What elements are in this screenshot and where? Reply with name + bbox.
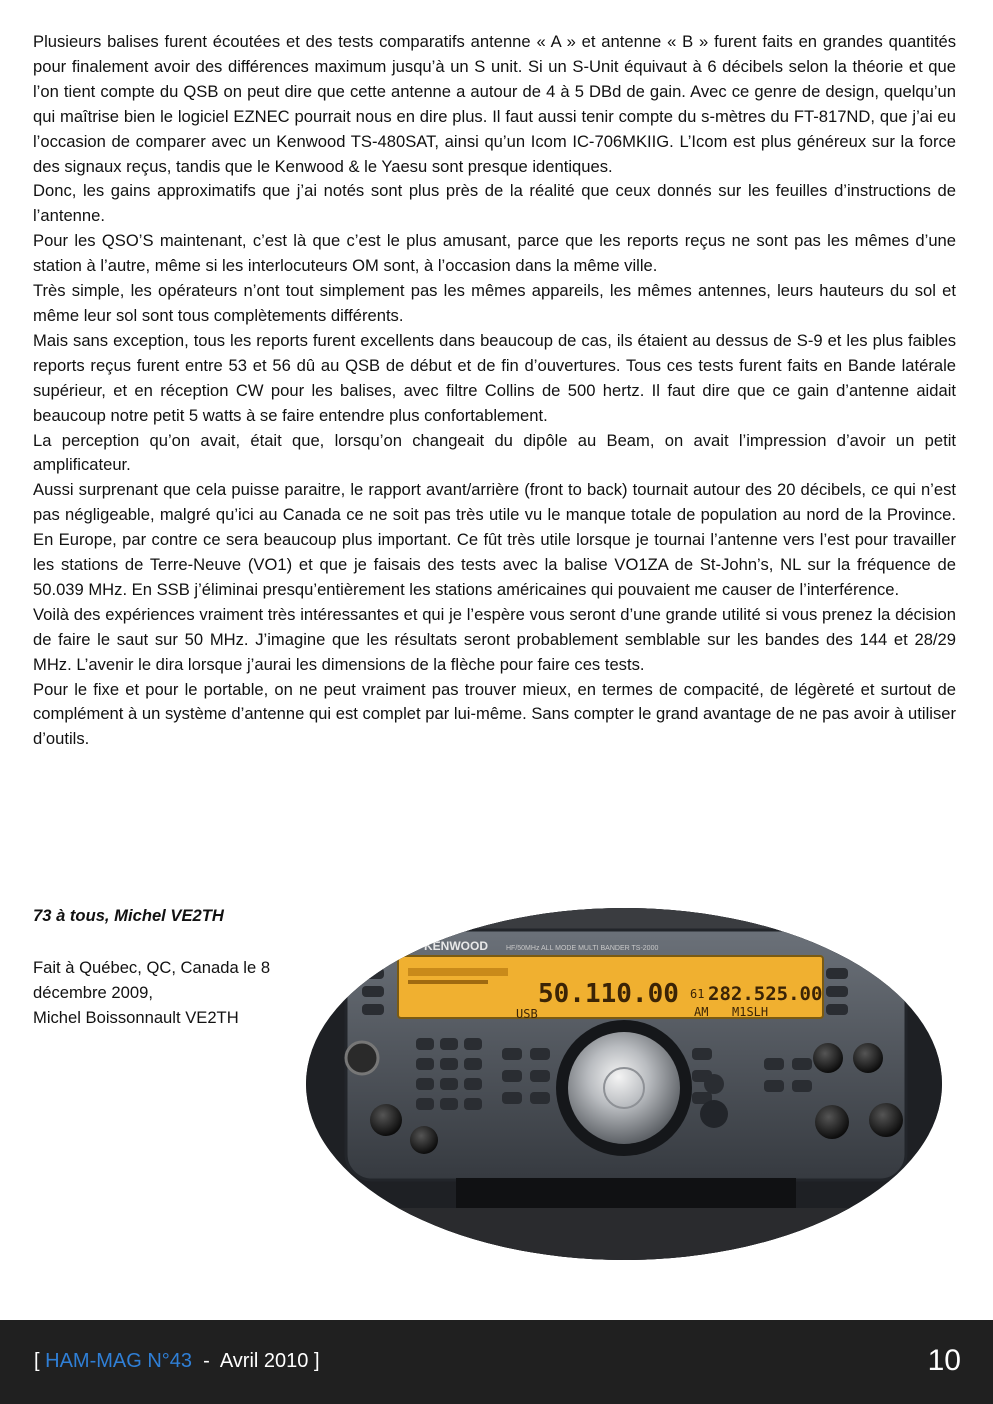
bracket-close: ]	[308, 1350, 320, 1372]
right-knob	[853, 1043, 883, 1073]
bracket-open: [	[34, 1350, 46, 1372]
issue-date: Avril 2010	[219, 1350, 309, 1372]
main-tuning-knob	[568, 1032, 680, 1144]
article-paragraph: Très simple, les opérateurs n’ont tout simplement pas les mêmes appareils, les mêmes antennes, leurs hauteurs du sol et même leur sol sont tous complètements différents.	[33, 281, 956, 325]
article-paragraph: La perception qu’on avait, était que, lorsqu’on changeait du dipôle au Beam, on avait l’impression d’avoir un petit amplificateur.	[33, 430, 956, 475]
main-mode: USB	[516, 1007, 538, 1021]
separator: -	[192, 1350, 220, 1372]
magazine-name: HAM-MAG N°43	[45, 1350, 193, 1372]
main-frequency: 50.110.00	[538, 979, 679, 1009]
transceiver-illustration	[306, 908, 942, 1260]
article-paragraph: Mais sans exception, tous les reports furent excellents dans beaucoup de cas, ils étaient au dessus de S-9 et les plus faibles reports reçus furent entre 53 et 56 dû au QSB de début et de fin d’ouvertures. Tous ces tests furent faits en Bande latérale supérieur, et en réception CW pour les balises, avec filtre Collins de 500 hertz. Il faut dire que ce gain d’antenne aidait beaucoup notre petit 5 watts à se faire entendre plus confortablement.	[33, 330, 956, 425]
transceiver-photo	[306, 908, 942, 1260]
article-paragraph: Aussi surprenant que cela puisse paraitre, le rapport avant/arrière (front to back) tournait autour des 20 décibels, ce qui n’est pas négligeable, malgré qu’ici au Canada ce ne soit pas très utile vu le manque totale de population au nord de la Province. En Europe, par contre ce sera beaucoup plus important. Ce fût très utile lorsque je tournai l’antenne vers l’est pour travailler les stations de Terre-Neuve (VO1) et que je faisais des tests avec la balise VO1ZA de St-John’s, NL sur la fréquence de 50.039 MHz. En SSB j’éliminai presqu’entièrement les stations américaines qui pouvaient me causer de l’interférence.	[33, 480, 956, 599]
sub-mode: AM	[694, 1005, 709, 1019]
place-line: Fait à Québec, QC, Canada le 8	[33, 958, 271, 977]
brand-label: KENWOOD	[424, 939, 488, 953]
article-paragraph: Voilà des expériences vraiment très intéressantes et qui je l’espère vous seront d’une grande utilité si vous prenez la décision de faire le saut sur 50 MHz. J’imagine que les résultats seront probablement semblable sur les bandes des 144 et 28/29 MHz. L’avenir le dira lorsque j’aurai les dimensions de la flèche pour faire ces tests.	[33, 604, 956, 674]
article-body	[33, 30, 956, 752]
left-knob	[410, 1126, 438, 1154]
date-line: décembre 2009,	[33, 982, 153, 1002]
issue-label	[34, 1350, 320, 1373]
sub-name: M1SLH	[732, 1005, 769, 1019]
page-footer	[0, 1320, 993, 1404]
page-number: 10	[927, 1344, 961, 1377]
sub-frequency: 282.525.00	[708, 983, 823, 1005]
author-line: Michel Boissonnault VE2TH	[33, 1007, 239, 1027]
right-knob	[869, 1103, 903, 1137]
right-knob	[815, 1105, 849, 1139]
place-and-date	[33, 956, 333, 1031]
left-knob	[370, 1104, 402, 1136]
article-paragraph: Pour le fixe et pour le portable, on ne peut vraiment pas trouver mieux, en termes de compacité, de légèreté et surtout de complément à un système d’antenne qui est complet par lui-même. Sans compter le grand avantage de ne pas avoir à utiliser d’outils.	[33, 679, 956, 749]
article-paragraph: Plusieurs balises furent écoutées et des tests comparatifs antenne « A » et antenne « B » furent faits en grandes quantités pour finalement avoir des différences maximum jusqu’à un S unit. Si un S-Unit équivaut à 6 décibels selon la théorie et que l’on tient compte du QSB on peut dire que cette antenne a autour de 4 à 5 DBd de gain. Avec ce genre de design, quelqu’un qui maîtrise bien le logiciel EZNEC pourrait nous en dire plus. Il faut aussi tenir compte du s-mètres du FT-817ND, que j’ai eu l’occasion de comparer avec un Kenwood TS-480SAT, ainsi qu’un Icom IC-706MKIIG. L’Icom est plus généreux sur la force des signaux reçus, tandis que le Kenwood & le Yaesu sont presque identiques.	[33, 32, 956, 176]
article-paragraph: Pour les QSO’S maintenant, c’est là que c’est le plus amusant, parce que les reports reçus ne sont pas les mêmes d’une station à l’autre, même si les interlocuteurs OM sont, à l’occasion dans la même ville.	[33, 231, 956, 276]
mic-connector	[346, 1042, 378, 1074]
article-paragraph: Donc, les gains approximatifs que j’ai notés sont plus près de la réalité que ceux donnés sur les feuilles d’instructions de l’antenne.	[33, 181, 956, 226]
model-strip-label: HF/50MHz ALL MODE MULTI BANDER TS-2000	[506, 945, 659, 952]
signoff: 73 à tous, Michel VE2TH	[33, 906, 224, 925]
right-knob	[813, 1043, 843, 1073]
sub-channel: 61	[690, 987, 705, 1001]
